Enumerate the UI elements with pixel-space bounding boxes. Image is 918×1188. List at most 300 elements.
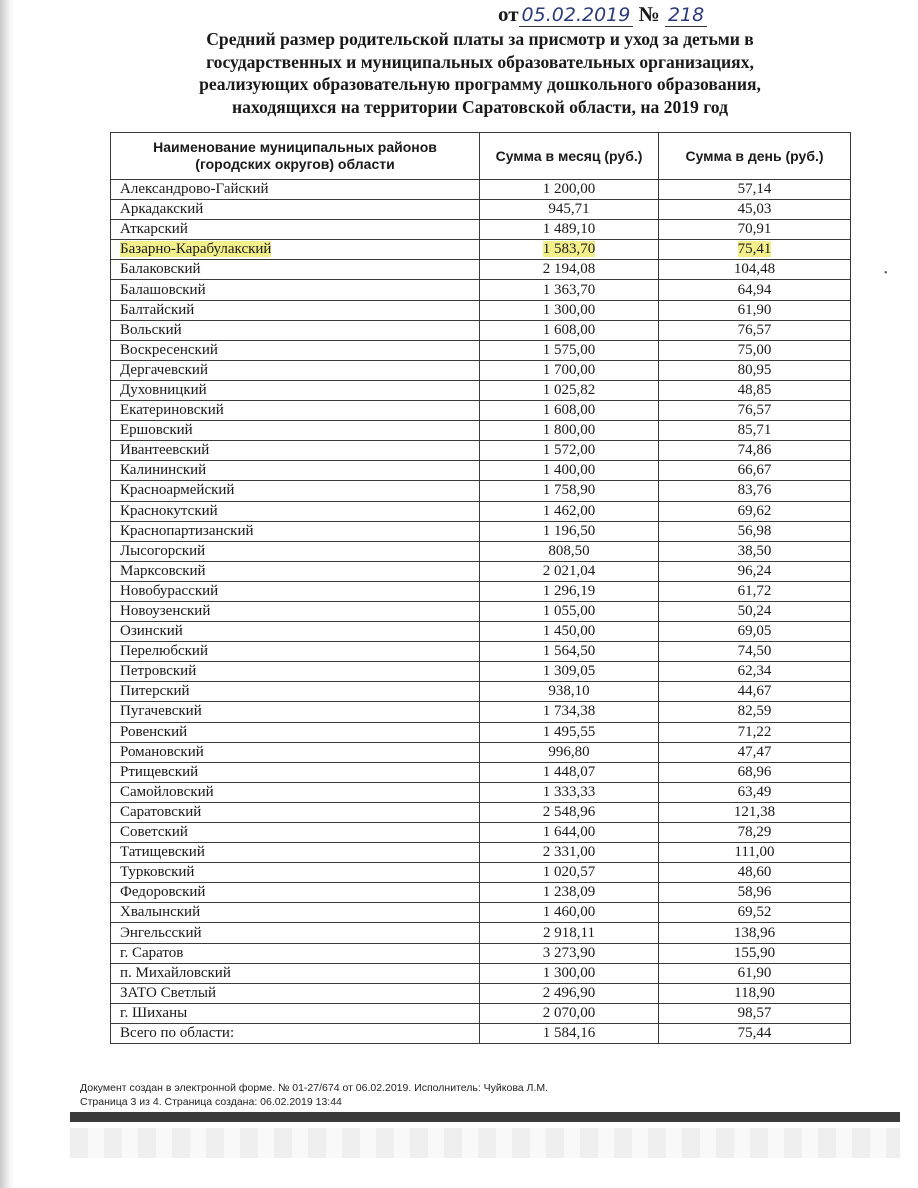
cell-name [111,963,480,983]
cell-month-text: 1 309,05 [542,663,596,680]
cell-day [659,983,851,1003]
cell-day-text: 50,24 [737,603,772,620]
cell-month [480,662,659,682]
cell-name-text: Пугачевский [120,703,202,720]
table-row [111,622,851,642]
table-row [111,802,851,822]
cell-day [659,180,851,200]
cell-month-text: 1 025,82 [542,381,596,398]
table-row [111,180,851,200]
header-name-line2: (городских округов) области [195,156,395,172]
cell-name [111,903,480,923]
cell-day [659,360,851,380]
table-row [111,963,851,983]
table-row [111,461,851,481]
cell-month [480,340,659,360]
cell-month [480,501,659,521]
table-row [111,1003,851,1023]
cell-day-text: 48,85 [737,381,772,398]
cell-day [659,662,851,682]
cell-day [659,943,851,963]
cell-day-text: 48,60 [737,864,772,881]
cell-day [659,220,851,240]
cell-day-text: 75,44 [737,1024,772,1041]
cell-name-text: Новобурасский [120,582,219,599]
cell-day [659,280,851,300]
cell-day [659,240,851,260]
cell-month-text: 2 918,11 [543,924,595,941]
cell-month [480,622,659,642]
cell-month [480,983,659,1003]
cell-name [111,320,480,340]
table-row [111,340,851,360]
cell-day-text: 71,22 [737,723,772,740]
cell-name-text: Аткарский [120,221,188,238]
cell-name-text: Краснокутский [120,502,218,519]
cell-month-text: 2 021,04 [542,562,596,579]
cell-name-text: Турковский [120,864,195,881]
cell-day-text: 69,62 [737,502,772,519]
cell-name [111,280,480,300]
doc-ref-prefix: от [498,2,519,26]
cell-day [659,561,851,581]
cell-name [111,541,480,561]
cell-day [659,300,851,320]
cell-day-text: 45,03 [737,201,772,218]
cell-name-text: Ртищевский [120,763,199,780]
cell-name-text: Саратовский [120,803,202,820]
cell-name [111,601,480,621]
cell-day [659,601,851,621]
cell-day-text: 75,00 [737,341,772,358]
cell-month [480,461,659,481]
table-row [111,863,851,883]
cell-month [480,300,659,320]
cell-name-text: Ивантеевский [120,442,210,459]
table-row [111,903,851,923]
cell-month-text: 1 495,55 [542,723,596,740]
cell-name [111,441,480,461]
table-row [111,200,851,220]
cell-name-text: Духовницкий [120,381,207,398]
cell-name [111,702,480,722]
cell-day [659,581,851,601]
header-name [111,133,480,180]
cell-month-text: 996,80 [548,743,590,760]
cell-day-text: 70,91 [737,221,772,238]
cell-month [480,200,659,220]
cell-day-text: 44,67 [737,683,772,700]
table-row [111,702,851,722]
footer-line2: Страница 3 из 4. Страница создана: 06.02.2019 13:44 [80,1096,342,1108]
fees-table [110,132,851,1044]
cell-name [111,581,480,601]
scan-artifact [70,1128,900,1158]
cell-name [111,260,480,280]
cell-month-text: 1 564,50 [542,643,596,660]
cell-month-text: 2 194,08 [542,261,596,278]
title-line: государственных и муниципальных образовательных организациях, [206,51,754,72]
cell-day [659,1003,851,1023]
cell-day-text: 118,90 [734,984,775,1001]
cell-name-text: Александрово-Гайский [120,181,269,198]
title-line: Средний размер родительской платы за присмотр и уход за детьми в [206,29,754,49]
cell-month-text: 808,50 [548,542,590,559]
table-body [111,180,851,1044]
cell-name-text: Питерский [120,683,190,700]
title-line: реализующих образовательную программу дошкольного образования, [199,74,761,94]
doc-ref-number: 218 [665,4,707,27]
cell-day-text: 68,96 [737,763,772,780]
cell-name-text: ЗАТО Светлый [120,984,217,1001]
table-row [111,300,851,320]
cell-name [111,622,480,642]
cell-name [111,1003,480,1023]
cell-day [659,521,851,541]
table-row [111,401,851,421]
cell-month [480,1023,659,1043]
cell-day [659,742,851,762]
table-row [111,983,851,1003]
cell-name [111,240,480,260]
cell-name [111,863,480,883]
header-day: Сумма в день (руб.) [659,133,851,180]
cell-name [111,521,480,541]
cell-month-text: 1 400,00 [542,462,596,479]
cell-day [659,481,851,501]
cell-month-text: 1 196,50 [542,522,596,539]
cell-day [659,883,851,903]
cell-month-text: 1 608,00 [542,321,596,338]
cell-day [659,923,851,943]
cell-day-text: 96,24 [737,562,772,579]
table-header-row [111,133,851,180]
cell-name [111,380,480,400]
cell-name [111,843,480,863]
cell-day [659,501,851,521]
cell-day-text: 74,50 [737,643,772,660]
cell-day-text: 121,38 [733,803,776,820]
cell-month [480,782,659,802]
cell-name-text: Красноармейский [120,482,235,499]
cell-name-text: Базарно-Карабулакский [120,241,272,258]
cell-name [111,642,480,662]
cell-name-text: Дергачевский [120,361,208,378]
cell-month [480,943,659,963]
cell-name [111,180,480,200]
cell-day [659,682,851,702]
cell-day-text: 76,57 [737,321,772,338]
cell-name-text: Советский [120,824,188,841]
cell-name [111,943,480,963]
cell-name-text: Татищевский [120,844,205,861]
cell-day-text: 78,29 [737,824,772,841]
cell-month [480,401,659,421]
footer-scan-bar [70,1112,900,1122]
cell-day-text: 85,71 [737,422,772,439]
cell-day [659,642,851,662]
cell-month-text: 1 583,70 [542,241,596,258]
table-row [111,843,851,863]
cell-month [480,963,659,983]
cell-day [659,963,851,983]
cell-name-text: Энгельсский [120,924,202,941]
cell-day-text: 66,67 [737,462,772,479]
cell-day [659,1023,851,1043]
cell-name-text: Балашовский [120,281,206,298]
table-row [111,441,851,461]
cell-name [111,722,480,742]
cell-month-text: 1 584,16 [542,1024,596,1041]
table-row [111,642,851,662]
cell-name-text: Лысогорский [120,542,206,559]
table-row [111,501,851,521]
cell-month-text: 1 200,00 [542,181,596,198]
cell-name [111,983,480,1003]
cell-month [480,802,659,822]
cell-day [659,340,851,360]
cell-month [480,280,659,300]
cell-day-text: 47,47 [737,743,772,760]
cell-name-text: г. Саратов [120,944,184,961]
cell-day [659,762,851,782]
cell-month [480,903,659,923]
table-row [111,1023,851,1043]
cell-name [111,220,480,240]
cell-day-text: 57,14 [737,181,772,198]
cell-name [111,300,480,320]
cell-month-text: 1 363,70 [542,281,596,298]
table-row [111,260,851,280]
cell-name [111,762,480,782]
cell-day [659,903,851,923]
table-row [111,220,851,240]
cell-month-text: 2 496,90 [542,984,596,1001]
cell-month [480,682,659,702]
cell-day-text: 62,34 [737,663,772,680]
cell-day-text: 69,05 [737,623,772,640]
cell-day [659,541,851,561]
cell-day-text: 58,96 [737,884,772,901]
cell-name-text: Аркадакский [120,201,204,218]
cell-name-text: Самойловский [120,783,214,800]
header-month: Сумма в месяц (руб.) [480,133,659,180]
cell-month-text: 1 462,00 [542,502,596,519]
cell-name-text: Всего по области: [120,1024,235,1041]
cell-month [480,421,659,441]
cell-month [480,541,659,561]
cell-month [480,843,659,863]
cell-day-text: 75,41 [737,241,772,258]
table-row [111,762,851,782]
cell-name-text: Ершовский [120,422,193,439]
cell-month [480,320,659,340]
page-edge-shadow [0,0,14,1188]
table-row [111,782,851,802]
cell-month-text: 1 734,38 [542,703,596,720]
cell-month [480,762,659,782]
cell-name-text: Романовский [120,743,204,760]
table-row [111,481,851,501]
cell-month-text: 1 489,10 [542,221,596,238]
cell-month-text: 2 331,00 [542,844,596,861]
cell-day-text: 138,96 [733,924,776,941]
cell-month [480,702,659,722]
cell-month [480,863,659,883]
cell-name-text: Вольский [120,321,182,338]
cell-month [480,642,659,662]
cell-day-text: 64,94 [737,281,772,298]
cell-month [480,481,659,501]
table-row [111,541,851,561]
footer-line1: Документ создан в электронной форме. № 01-27/674 от 06.02.2019. Исполнитель: Чуйкова Л.М. [80,1082,549,1094]
cell-day [659,782,851,802]
cell-month-text: 1 460,00 [542,904,596,921]
cell-month-text: 1 800,00 [542,422,596,439]
table-row [111,682,851,702]
cell-day [659,380,851,400]
table-row [111,320,851,340]
table-row [111,943,851,963]
cell-day-text: 155,90 [733,944,776,961]
cell-month [480,441,659,461]
cell-month-text: 1 572,00 [542,442,596,459]
cell-month-text: 1 575,00 [542,341,596,358]
cell-name [111,782,480,802]
cell-month [480,1003,659,1023]
cell-month-text: 1 608,00 [542,402,596,419]
cell-month [480,260,659,280]
cell-day-text: 76,57 [737,402,772,419]
cell-month-text: 1 020,57 [542,864,596,881]
cell-month-text: 1 333,33 [542,783,596,800]
cell-day-text: 61,72 [737,582,772,599]
cell-name [111,682,480,702]
cell-day-text: 61,90 [737,964,772,981]
cell-month-text: 1 300,00 [542,301,596,318]
cell-month [480,380,659,400]
cell-month [480,180,659,200]
cell-month-text: 1 450,00 [542,623,596,640]
cell-day [659,200,851,220]
cell-day [659,461,851,481]
cell-name [111,501,480,521]
doc-ref-number-sign: № [638,2,660,26]
cell-day [659,843,851,863]
cell-day-text: 111,00 [734,844,775,861]
cell-name-text: Краснопартизанский [120,522,254,539]
cell-name-text: Екатериновский [120,402,224,419]
cell-month [480,581,659,601]
cell-day-text: 104,48 [733,261,776,278]
cell-month [480,742,659,762]
cell-name [111,421,480,441]
cell-day [659,260,851,280]
cell-name-text: Озинский [120,623,183,640]
cell-name-text: г. Шиханы [120,1004,188,1021]
cell-month-text: 3 273,90 [542,944,596,961]
cell-day [659,863,851,883]
cell-name [111,662,480,682]
cell-name [111,561,480,581]
cell-month [480,240,659,260]
cell-name [111,340,480,360]
cell-name [111,401,480,421]
cell-day-text: 56,98 [737,522,772,539]
cell-day-text: 61,90 [737,301,772,318]
cell-name-text: Новоузенский [120,603,211,620]
cell-day [659,802,851,822]
table-row [111,742,851,762]
cell-name-text: Балаковский [120,261,201,278]
cell-name-text: Калининский [120,462,207,479]
cell-month-text: 1 238,09 [542,884,596,901]
scan-speck: • [884,268,888,279]
title-line: находящихся на территории Саратовской области, на 2019 год [232,96,728,117]
cell-name [111,823,480,843]
cell-day-text: 38,50 [737,542,772,559]
table-row [111,421,851,441]
cell-name [111,802,480,822]
cell-day-text: 69,52 [737,904,772,921]
cell-name [111,1023,480,1043]
cell-name-text: Балтайский [120,301,195,318]
table-row [111,360,851,380]
cell-month [480,601,659,621]
cell-month [480,561,659,581]
cell-day [659,320,851,340]
cell-month-text: 1 300,00 [542,964,596,981]
cell-name-text: п. Михайловский [120,964,231,981]
cell-month [480,521,659,541]
table-row [111,923,851,943]
cell-day [659,702,851,722]
cell-month-text: 1 700,00 [542,361,596,378]
document-reference [498,2,707,27]
cell-name [111,742,480,762]
cell-day [659,823,851,843]
cell-month-text: 938,10 [548,683,590,700]
cell-name-text: Марксовский [120,562,206,579]
table-row [111,581,851,601]
cell-name-text: Хвалынский [120,904,201,921]
cell-name-text: Ровенский [120,723,188,740]
cell-day-text: 80,95 [737,361,772,378]
cell-day [659,401,851,421]
cell-name [111,883,480,903]
cell-month [480,823,659,843]
cell-name-text: Петровский [120,663,197,680]
cell-month-text: 1 758,90 [542,482,596,499]
table-row [111,601,851,621]
cell-day [659,722,851,742]
table-row [111,883,851,903]
header-name-line1: Наименование муниципальных районов [153,139,437,155]
cell-name [111,200,480,220]
cell-month [480,360,659,380]
doc-ref-date: 05.02.2019 [519,4,634,27]
table-row [111,662,851,682]
cell-name-text: Воскресенский [120,341,218,358]
cell-day [659,441,851,461]
table-row [111,280,851,300]
cell-month-text: 1 448,07 [542,763,596,780]
cell-name-text: Федоровский [120,884,206,901]
cell-name [111,481,480,501]
cell-name [111,923,480,943]
cell-day-text: 83,76 [737,482,772,499]
cell-name [111,360,480,380]
